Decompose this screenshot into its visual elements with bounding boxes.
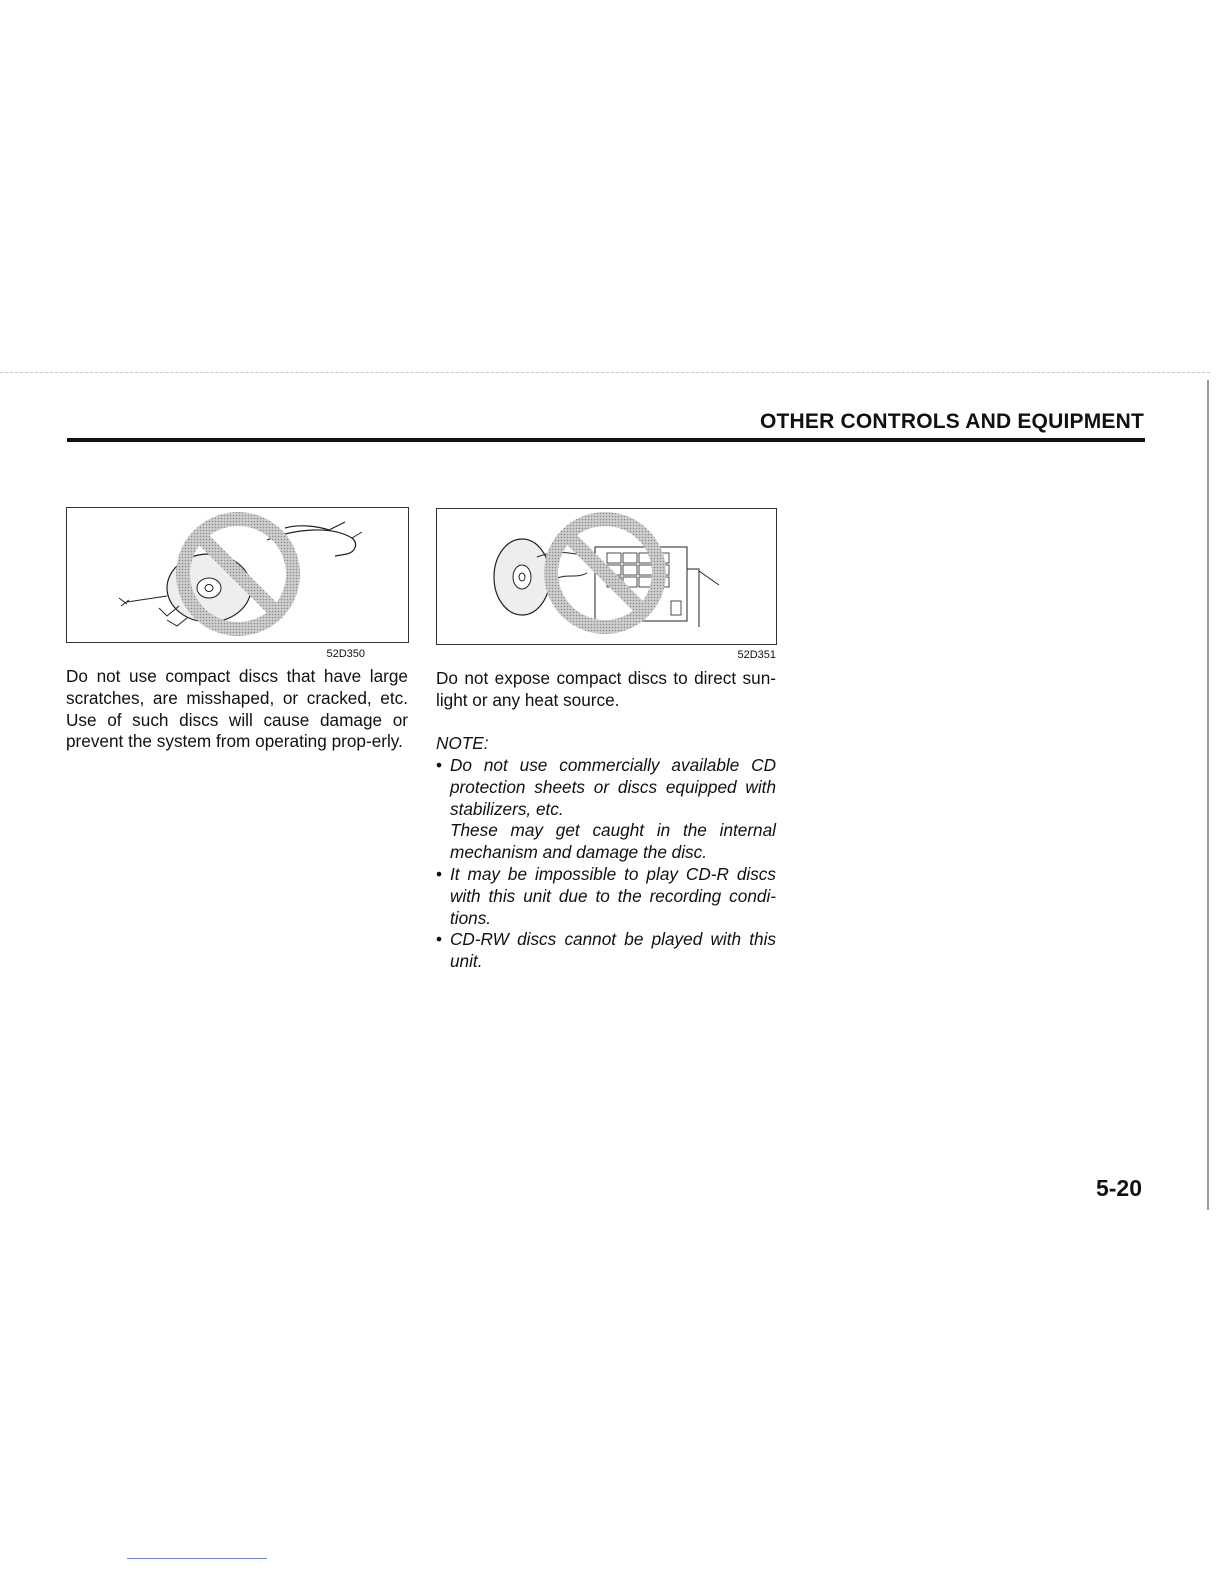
header-rule (67, 438, 1145, 442)
scan-artifact-right-edge (1207, 380, 1209, 1210)
note-list (436, 755, 776, 973)
figure-damaged-disc (66, 507, 409, 643)
list-item (436, 755, 776, 864)
note-text: It may be impossible to play CD-R discs with this unit due to the recording condi-tions. (450, 863, 776, 928)
warning-damaged-discs-text: Do not use compact discs that have large scratches, are misshaped, or cracked, etc. Use of such discs will cause damage or prevent the system from operating prop-erly. (66, 666, 408, 752)
note-label: NOTE: (436, 733, 489, 753)
bullet-icon: • (436, 929, 443, 950)
list-item (436, 929, 776, 973)
bullet-icon: • (436, 755, 443, 775)
prohibited-scratched-disc-illustration (67, 508, 408, 642)
page-number: 5-20 (1095, 1175, 1142, 1201)
note-text: Do not use commercially available CD protection sheets or discs equipped with stabilizers, etc. (450, 755, 776, 819)
scan-artifact-top-line (0, 372, 1210, 373)
section-title: OTHER CONTROLS AND EQUIPMENT (760, 410, 1144, 433)
prohibited-disc-in-sunlight-illustration (437, 509, 776, 644)
note-text: CD-RW discs cannot be played with this unit. (450, 929, 776, 972)
bullet-icon: • (436, 863, 443, 884)
scan-artifact-bottom-line (127, 1558, 267, 1559)
list-item (436, 864, 776, 929)
figure-code: 52D350 (326, 648, 365, 660)
warning-sunlight-text: Do not expose compact discs to direct sun-light or any heat source. (436, 668, 776, 710)
figure-disc-sunlight (436, 508, 777, 645)
figure-code: 52D351 (737, 649, 776, 661)
note-text-continued: These may get caught in the internal mechanism and damage the disc. (450, 820, 776, 863)
